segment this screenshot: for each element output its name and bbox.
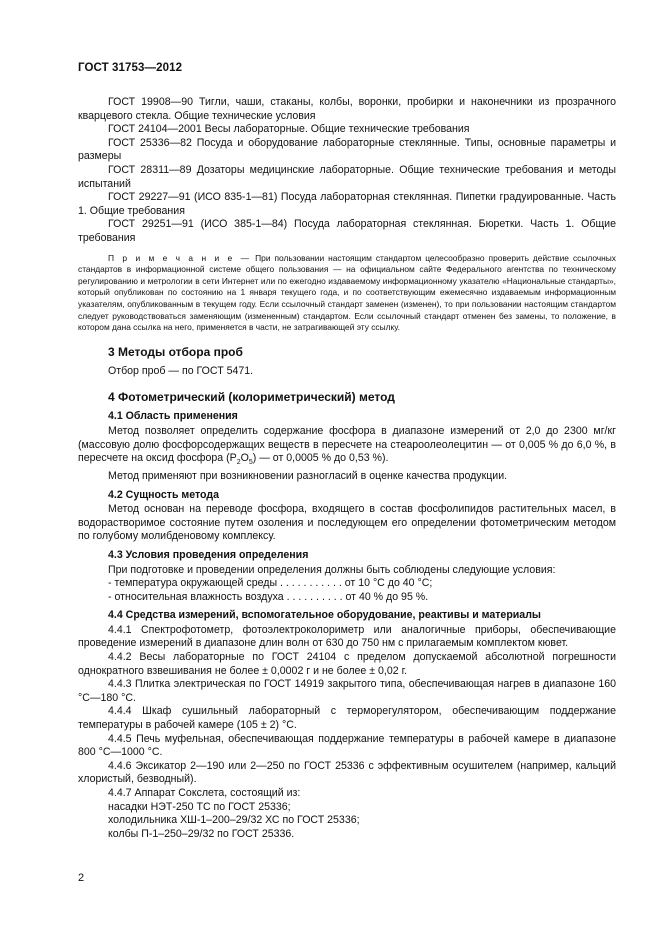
equipment-item: 4.4.7 Аппарат Сокслета, состоящий из: [108,787,301,800]
subsection-4-3-intro: При подготовке и проведении определения должны быть соблюдены следующие условия: [108,563,556,576]
text-part: O [240,452,249,465]
section-3-text: Отбор проб — по ГОСТ 5471. [108,365,254,378]
reference-item: ГОСТ 24104—2001 Весы лабораторные. Общие технические требования [108,123,470,136]
reference-item: ГОСТ 29251—91 (ИСО 385-1—84) Посуда лабораторная стеклянная. Бюретки. Часть 1. Общие требования [78,218,616,244]
equipment-item: 4.4.6 Эксикатор 2—190 или 2—250 по ГОСТ 25336 с эффективным осушителем (например, кальций хлористый, безводный). [78,759,616,786]
reference-item: ГОСТ 19908—90 Тигли, чаши, стаканы, колбы, воронки, пробирки и наконечники из прозрачного кварцевого стекла. Общие технические условия [78,96,616,122]
document-header: ГОСТ 31753—2012 [78,62,183,74]
equipment-item: 4.4.2 Весы лабораторные по ГОСТ 24104 с пределом допускаемой абсолютной погрешности однократного взвешивания не более ± 0,0002 г и не более ± 0,02 г. [78,651,616,677]
subsection-4-2-title: 4.2 Сущность метода [108,488,220,501]
soxhlet-part: холодильника ХШ-1–200–29/32 ХС по ГОСТ 25336; [108,814,360,827]
note-paragraph [78,253,616,334]
reference-item: ГОСТ 29227—91 (ИСО 835-1—81) Посуда лабораторная стеклянная. Пипетки градуированные. Часть 1. Общие требования [78,191,616,217]
equipment-item: 4.4.3 Плитка электрическая по ГОСТ 14919 закрытого типа, обеспечивающая нагрев в диапазоне 160 °С—180 °С. [78,678,616,704]
section-3-title: 3 Методы отбора проб [108,344,243,359]
note-text: При пользовании настоящим стандартом целесообразно проверить действие ссылочных стандартов в информационной системе общего пользования — на официальном сайте Федерального агентства по техническому регулированию и метрологии в сети Интернет или по ежегодно издаваемому информационному указателю «Национальные стандарты», который опубликован по состоянию на 1 января текущего года, и по соответствующим ежемесячно издаваемым информационным указателям, опубликованным в текущем году. Если ссылочный стандарт заменен (изменен), то при пользовании настоящим стандартом следует руководствоваться заменяющим (измененным) стандартом. Если ссылочный стандарт отменен без замены, то положение, в котором дана ссылка на него, применяется в части, не затрагивающей эту ссылку. [78,252,616,333]
condition-item: - относительная влажность воздуха . . . . . . . . . . от 40 % до 95 %. [108,590,429,603]
reference-item: ГОСТ 28311—89 Дозаторы медицинские лабораторные. Общие технические требования и методы испытаний [78,163,616,190]
subsection-4-1-title: 4.1 Область применения [108,410,238,423]
subscript: 2 [236,459,241,467]
subsection-4-1-paragraph-2: Метод применяют при возникновении разногласий в оценке качества продукции. [108,469,508,482]
subsection-4-4-title: 4.4 Средства измерений, вспомогательное оборудование, реактивы и материалы [108,609,541,622]
soxhlet-part: колбы П-1–250–29/32 по ГОСТ 25336. [108,827,295,840]
equipment-item: 4.4.1 Спектрофотометр, фотоэлектроколориметр или аналогичные приборы, обеспечивающие проведение измерений в диапазоне длин волн от 630 до 750 нм с прилагаемым комплектом кювет. [78,623,616,650]
section-4-title: 4 Фотометрический (колориметрический) метод [108,389,395,404]
page-number: 2 [78,872,85,884]
equipment-item: 4.4.5 Печь муфельная, обеспечивающая поддержание температуры в рабочей камере в диапазоне 800 °С—1000 °С. [78,732,616,759]
page-content [78,96,616,841]
text-part: Метод позволяет определить содержание фосфора в диапазоне измерений от 2,0 до 2300 мг/кг (массовую долю фосфорсодержащих веществ в пересчете на стеароолеолецитин — от 0,005 % до 6,0 %, в пересчете на оксид фосфора (P [78,425,616,465]
equipment-item: 4.4.4 Шкаф сушильный лабораторный с терморегулятором, обеспечивающим поддержание температуры в рабочей камере (105 ± 2) °С. [78,705,616,732]
subsection-4-1-paragraph [78,425,616,470]
note-label: П р и м е ч а н и е — [108,252,252,263]
text-part: ) — от 0,0005 % до 0,53 %). [252,452,389,465]
subsection-4-3-title: 4.3 Условия проведения определения [108,548,309,561]
subscript: 5 [248,459,253,467]
soxhlet-part: насадки НЭТ-250 ТС по ГОСТ 25336; [108,800,291,813]
reference-item: ГОСТ 25336—82 Посуда и оборудование лабораторные стеклянные. Типы, основные параметры и размеры [78,136,616,163]
subsection-4-2-text: Метод основан на переводе фосфора, входящего в состав фосфолипидов растительных масел, в водорастворимое состояние путем озоления и последующем его определении фотометрическим методом по голубому молибденовому комплексу. [78,503,616,543]
condition-item: - температура окружающей среды . . . . . . . . . . . от 10 °С до 40 °С; [108,577,433,590]
